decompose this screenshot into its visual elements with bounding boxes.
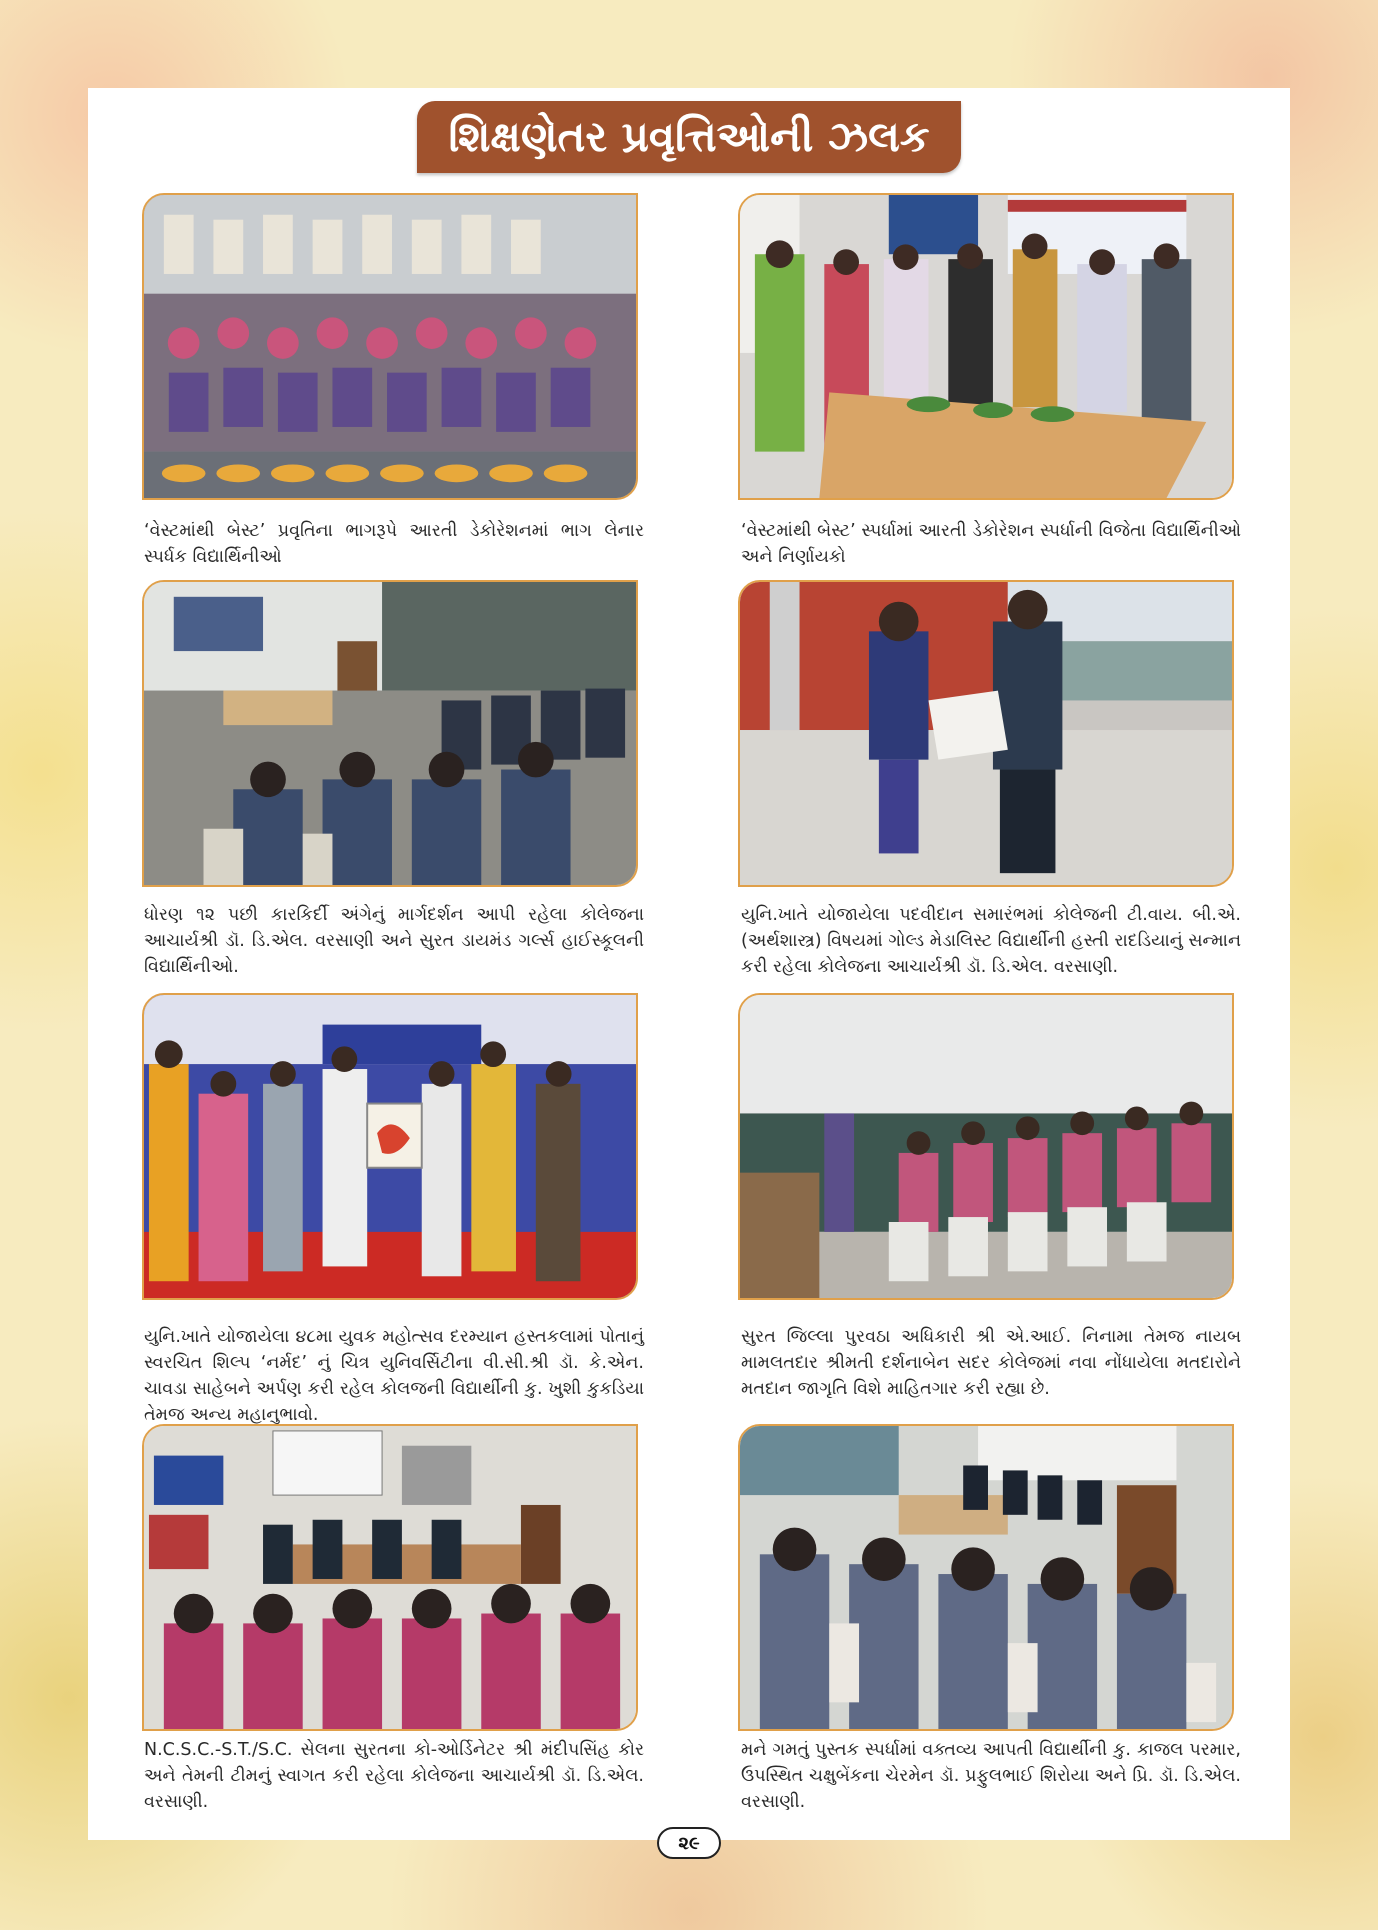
caption-2: ‘વેસ્ટમાંથી બેસ્ટ’ સ્પર્ધામાં આરતી ડેકોરેશન સ્પર્ધાની વિજેતા વિદ્યાર્થિનીઓ અને નિર્ણાયકો <box>741 521 1241 567</box>
caption-3: ધોરણ ૧૨ પછી કારકિર્દી અંગેનું માર્ગદર્શન આપી રહેલા કોલેજના આચાર્યશ્રી ડૉ. ડિ.એલ. વરસાણી અને સુરત ડાયમંડ ગર્લ્સ હાઈસ્કૂલની વિદ્યાર્થિનીઓ. <box>144 905 644 977</box>
page-title: શિક્ષણેતર પ્રવૃત્તિઓની ઝલક <box>417 101 961 173</box>
photo-5 <box>142 993 638 1300</box>
caption-6: સુરત જિલ્લા પુરવઠા અધિકારી શ્રી એ.આઈ. નિનામા તેમજ નાયબ મામલતદાર શ્રીમતી દર્શનાબેન સદર કોલેજમાં નવા નોંધાયેલા મતદારોને મતદાન જાગૃતિ વિશે માહિતગાર કરી રહ્યા છે. <box>741 1327 1241 1399</box>
ncsc-welcome-session-photo <box>144 1426 636 1729</box>
photo-2 <box>738 193 1234 500</box>
youth-festival-painting-presentation-photo <box>144 995 636 1298</box>
caption-4: યુનિ.ખાતે યોજાયેલા પદવીદાન સમારંભમાં કોલેજની ટી.વાય. બી.એ. (અર્થશાસ્ત્ર) વિષયમાં ગોલ્ડ મેડાલિસ્ટ વિદ્યાર્થીની હસ્તી રાદડિયાનું સન્માન કરી રહેલા કોલેજના આચાર્યશ્રી ડૉ. ડિ.એલ. વરસાણી. <box>741 905 1241 977</box>
caption-7: N.C.S.C.-S.T./S.C. સેલના સુરતના કો-ઓર્ડિનેટર શ્રી મંદીપસિંહ કોર અને તેમની ટીમનું સ્વાગત કરી રહેલા કોલેજના આચાર્યશ્રી ડૉ. ડિ.એલ. વરસાણી. <box>144 1740 644 1812</box>
book-speech-competition-photo <box>740 1426 1232 1729</box>
caption-1: ‘વેસ્ટમાંથી બેસ્ટ’ પ્રવૃતિના ભાગરૂપે આરતી ડેકોરેશનમાં ભાગ લેનાર સ્પર્ધક વિદ્યાર્થિનીઓ <box>144 521 644 567</box>
voter-awareness-session-photo <box>740 995 1232 1298</box>
caption-8: મને ગમતું પુસ્તક સ્પર્ધામાં વક્તવ્ય આપતી વિદ્યાર્થીની કુ. કાજલ પરમાર, ઉપસ્થિત ચક્ષુબેંકના ચેરમેન ડૉ. પ્રફુલભાઈ શિરોયા અને પ્રિ. ડૉ. ડિ.એલ. વરસાણી. <box>741 1740 1241 1812</box>
photo-7 <box>142 1424 638 1731</box>
photo-6 <box>738 993 1234 1300</box>
career-guidance-session-photo <box>144 582 636 885</box>
gold-medalist-felicitation-photo <box>740 582 1232 885</box>
photo-3 <box>142 580 638 887</box>
winners-and-judges-photo <box>740 195 1232 498</box>
caption-5: યુનિ.ખાતે યોજાયેલા ૪૮મા યુવક મહોત્સવ દરમ્યાન હસ્તકલામાં પોતાનું સ્વરચિત શિલ્પ ‘નર્મદ’ નું ચિત્ર યુનિવર્સિટીના વી.સી.શ્રી ડૉ. કે.એન. ચાવડા સાહેબને અર્પણ કરી રહેલ કોલજની વિદ્યાર્થીની કુ. ખુશી કુકડિયા તેમજ અન્ય મહાનુભાવો. <box>144 1327 644 1425</box>
page-number: ૨૯ <box>657 1827 721 1859</box>
photo-1 <box>142 193 638 500</box>
photo-8 <box>738 1424 1234 1731</box>
students-with-decorated-plates-photo <box>144 195 636 498</box>
photo-4 <box>738 580 1234 887</box>
